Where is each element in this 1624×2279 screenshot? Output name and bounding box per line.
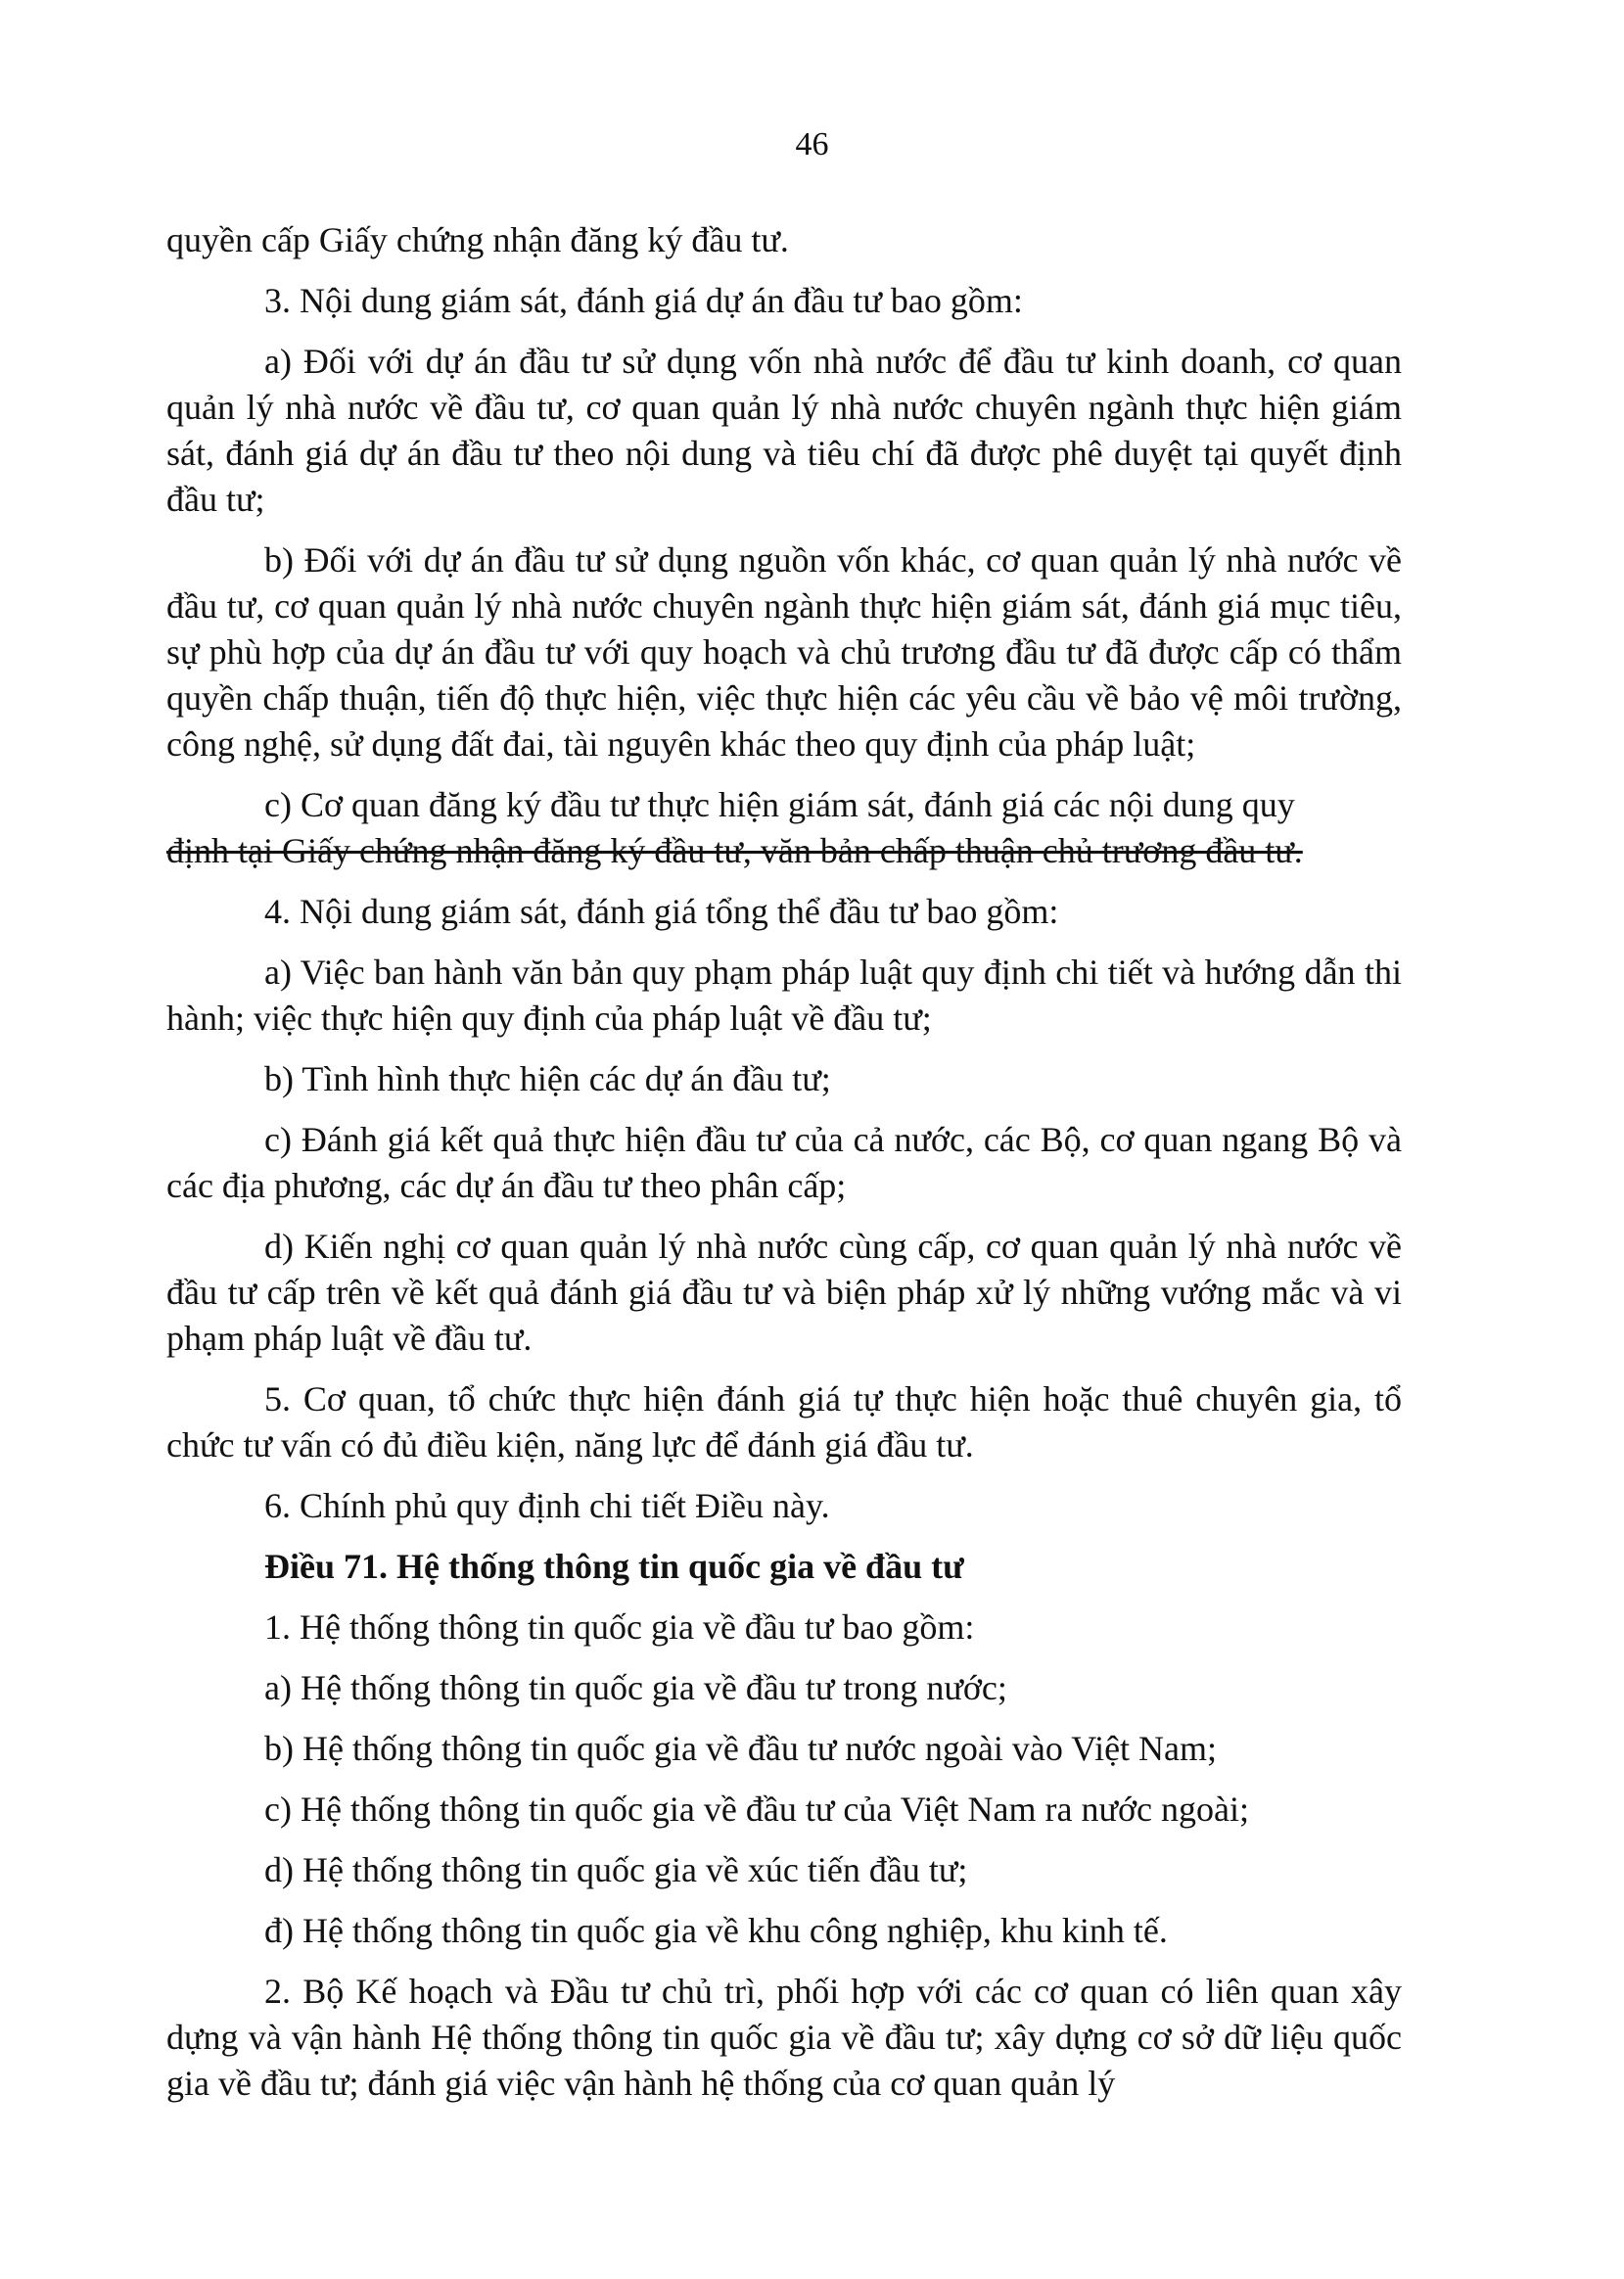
article-clause-1c: c) Hệ thống thông tin quốc gia về đầu tư của Việt Nam ra nước ngoài; [264,1790,1249,1829]
article-clause-1b: b) Hệ thống thông tin quốc gia về đầu tư nước ngoài vào Việt Nam; [264,1729,1218,1768]
paragraph-clause-5: 5. Cơ quan, tổ chức thực hiện đánh giá tự thực hiện hoặc thuê chuyên gia, tổ chức tư vấn có đủ điều kiện, năng lực để đánh giá đầu tư. [166,1379,1402,1465]
paragraph-clause-3b: b) Đối với dự án đầu tư sử dụng nguồn vốn khác, cơ quan quản lý nhà nước về đầu tư, cơ quan quản lý nhà nước chuyên ngành thực hiện giám sát, đánh giá mục tiêu, sự phù hợp của dự án đầu tư với quy hoạch và chủ trương đầu tư đã được cấp có thẩm quyền chấp thuận, tiến độ thực hiện, việc thực hiện các yêu cầu về bảo vệ môi trường, công nghệ, sử dụng đất đai, tài nguyên khác theo quy định của pháp luật; [166,540,1402,764]
paragraph-clause-4a: a) Việc ban hành văn bản quy phạm pháp luật quy định chi tiết và hướng dẫn thi hành; việc thực hiện quy định của pháp luật về đầu tư; [166,953,1402,1038]
article-clause-1a: a) Hệ thống thông tin quốc gia về đầu tư trong nước; [264,1668,1007,1707]
article-clause-1: 1. Hệ thống thông tin quốc gia về đầu tư bao gồm: [264,1607,975,1647]
paragraph-clause-3c: c) Cơ quan đăng ký đầu tư thực hiện giám sát, đánh giá các nội dung quy [264,785,1295,824]
article-heading: Điều 71. Hệ thống thông tin quốc gia về đầu tư [264,1547,964,1586]
article-clause-1d: d) Hệ thống thông tin quốc gia về xúc tiến đầu tư; [264,1850,968,1889]
paragraph-clause-3: 3. Nội dung giám sát, đánh giá dự án đầu tư bao gồm: [264,281,1023,320]
page-number: 46 [795,126,829,163]
paragraph-clause-4: 4. Nội dung giám sát, đánh giá tổng thể đầu tư bao gồm: [264,892,1059,931]
paragraph-clause-4d: d) Kiến nghị cơ quan quản lý nhà nước cùng cấp, cơ quan quản lý nhà nước về đầu tư cấp trên về kết quả đánh giá đầu tư và biện pháp xử lý những vướng mắc và vi phạm pháp luật về đầu tư. [166,1227,1402,1358]
article-clause-2: 2. Bộ Kế hoạch và Đầu tư chủ trì, phối hợp với các cơ quan có liên quan xây dựng và vận hành Hệ thống thông tin quốc gia về đầu tư; xây dựng cơ sở dữ liệu quốc gia về đầu tư; đánh giá việc vận hành hệ thống của cơ quan quản lý [166,1972,1402,2103]
paragraph-clause-3c-struck: định tại Giấy chứng nhận đăng ký đầu tư, văn bản chấp thuận chủ trương đầu tư. [166,831,1303,870]
paragraph-clause-6: 6. Chính phủ quy định chi tiết Điều này. [264,1486,830,1525]
paragraph-clause-3a: a) Đối với dự án đầu tư sử dụng vốn nhà nước để đầu tư kinh doanh, cơ quan quản lý nhà nước về đầu tư, cơ quan quản lý nhà nước chuyên ngành thực hiện giám sát, đánh giá dự án đầu tư theo nội dung và tiêu chí đã được phê duyệt tại quyết định đầu tư; [166,342,1402,519]
paragraph-continuation: quyền cấp Giấy chứng nhận đăng ký đầu tư. [166,220,789,259]
article-clause-1dd: đ) Hệ thống thông tin quốc gia về khu công nghiệp, khu kinh tế. [264,1911,1168,1950]
document-body [166,217,1402,2121]
paragraph-clause-4b: b) Tình hình thực hiện các dự án đầu tư; [264,1059,831,1098]
paragraph-clause-4c: c) Đánh giá kết quả thực hiện đầu tư của cả nước, các Bộ, cơ quan ngang Bộ và các địa phương, các dự án đầu tư theo phân cấp; [166,1120,1402,1205]
